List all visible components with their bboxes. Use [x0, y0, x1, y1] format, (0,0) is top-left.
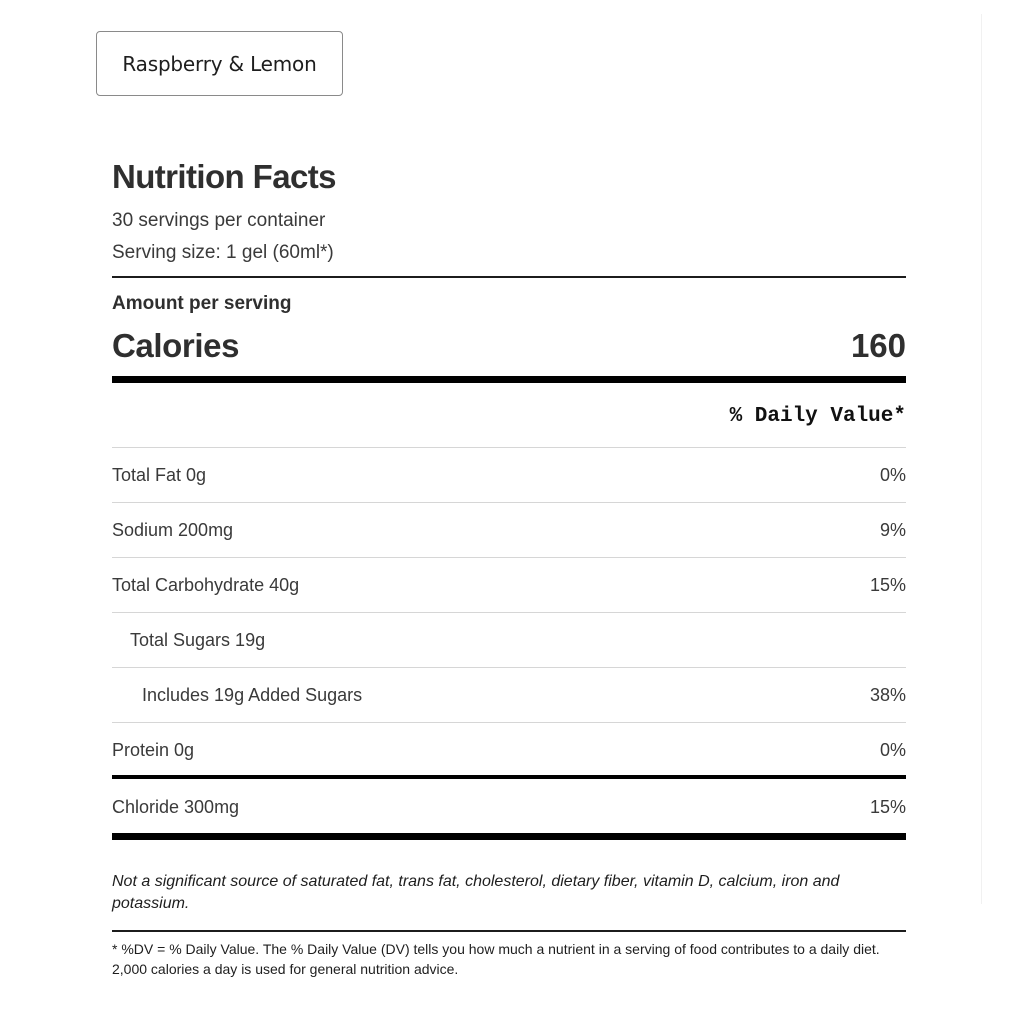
page-edge-divider [981, 14, 982, 904]
footnote-not-significant: Not a significant source of saturated fat, trans fat, cholesterol, dietary fiber, vitamin D, calcium, iron and potassium. [112, 873, 840, 912]
nutrient-dv: 0% [879, 740, 906, 760]
nutrition-facts-title: Nutrition Facts [112, 158, 336, 195]
amount-per-serving: Amount per serving [112, 293, 292, 314]
calories-label: Calories [112, 327, 240, 364]
divider-hair [112, 557, 906, 558]
divider-thick [112, 376, 906, 383]
divider-hair [112, 447, 906, 448]
servings-per-container: 30 servings per container [112, 210, 326, 231]
nutrient-label: Chloride 300mg [112, 797, 240, 817]
divider-thick [112, 833, 906, 840]
nutrient-row-added-sugars [112, 685, 906, 709]
nutrient-dv: 38% [869, 685, 906, 705]
flavor-button[interactable]: Raspberry & Lemon [96, 31, 343, 96]
nutrient-row-total-sugars [112, 630, 906, 654]
nutrient-dv: 9% [879, 520, 906, 540]
nutrient-label: Total Sugars 19g [130, 630, 266, 650]
nutrient-label: Protein 0g [112, 740, 195, 760]
nutrient-dv: 15% [869, 575, 906, 595]
nutrient-label: Sodium 200mg [112, 520, 234, 540]
nutrient-dv: 0% [879, 465, 906, 485]
divider-rule [112, 276, 906, 278]
footnote-daily-value: * %DV = % Daily Value. The % Daily Value (DV) tells you how much a nutrient in a serving of food contributes to a daily diet. 2,000 calories a day is used for general nutrition advice. [112, 941, 880, 977]
divider-hair [112, 667, 906, 668]
nutrient-dv: 15% [869, 797, 906, 817]
nutrient-row-protein [112, 740, 906, 764]
nutrient-label: Total Fat 0g [112, 465, 207, 485]
serving-size: Serving size: 1 gel (60ml*) [112, 242, 334, 263]
nutrient-row-chloride [112, 797, 906, 821]
nutrient-row-total-fat [112, 465, 906, 489]
divider-medium [112, 775, 906, 779]
divider-rule [112, 930, 906, 932]
divider-hair [112, 502, 906, 503]
divider-hair [112, 612, 906, 613]
divider-hair [112, 722, 906, 723]
nutrient-label: Total Carbohydrate 40g [112, 575, 300, 595]
calories-value: 160 [850, 327, 906, 364]
daily-value-header: % Daily Value* [729, 405, 906, 428]
nutrient-row-total-carbohydrate [112, 575, 906, 599]
nutrient-row-sodium [112, 520, 906, 544]
nutrient-label: Includes 19g Added Sugars [142, 685, 363, 705]
